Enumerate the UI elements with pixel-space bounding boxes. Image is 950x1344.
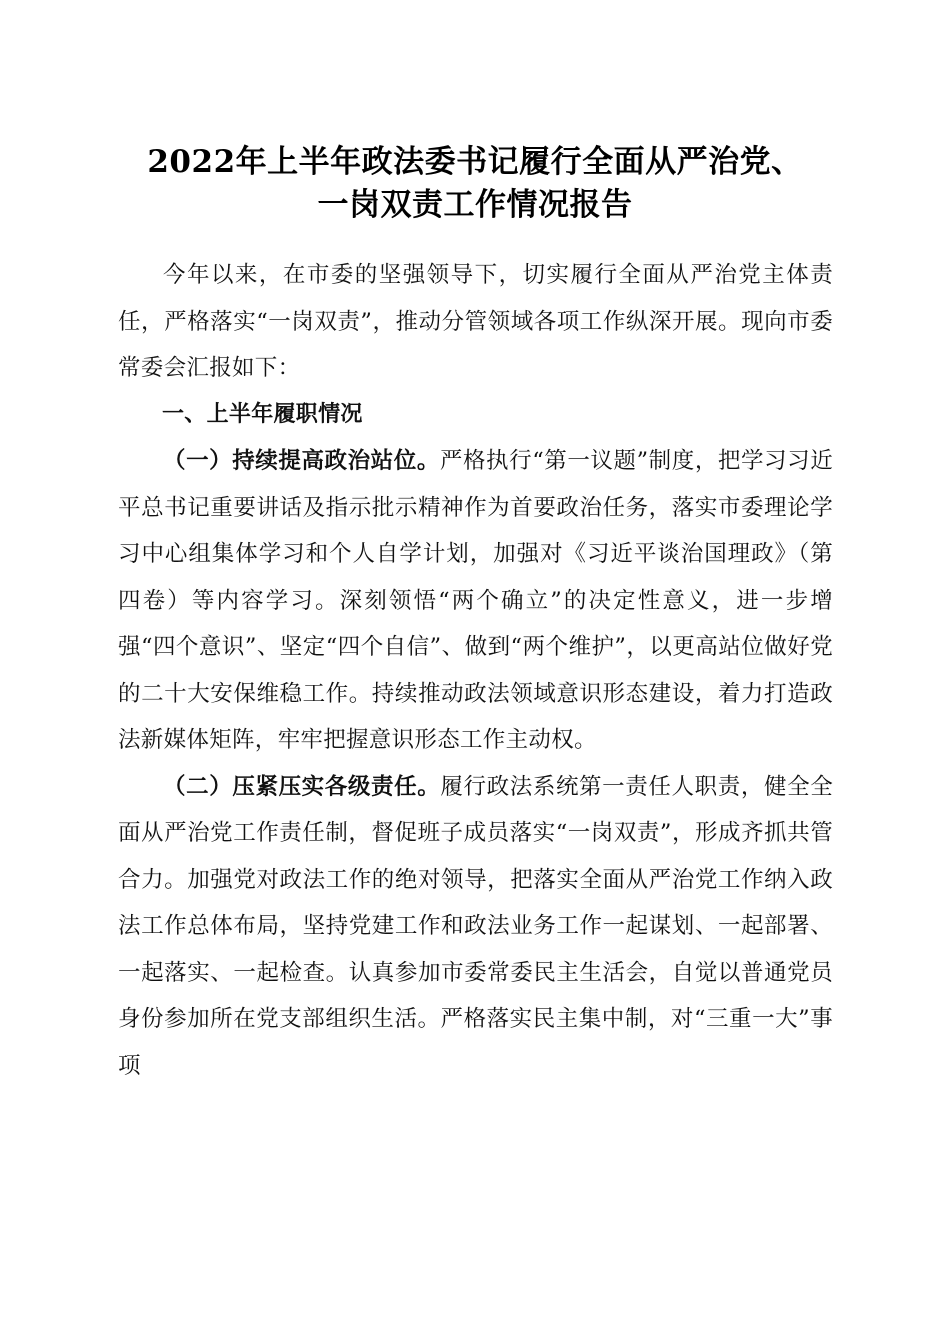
- item-1-text: 严格执行“第一议题”制度，把学习习近平总书记重要讲话及指示批示精神作为首要政治任务，落实市委理论学习中心组集体学习和个人自学计划，加强对《习近平谈治国理政》（第四卷）等内容学习。深刻领悟“两个确立”的决定性意义，进一步增强“四个意识”、坚定“四个自信”、做到“两个维护”，以更高站位做好党的二十大安保维稳工作。持续推动政法领域意识形态建设，着力打造政法新媒体矩阵，牢牢把握意识形态工作主动权。: [118, 448, 833, 753]
- item-2-text: 履行政法系统第一责任人职责，健全全面从严治党工作责任制，督促班子成员落实“一岗双责”，形成齐抓共管合力。加强党对政法工作的绝对领导，把落实全面从严治党工作纳入政法工作总体布局，坚持党建工作和政法业务工作一起谋划、一起部署、一起落实、一起检查。认真参加市委常委民主生活会，自觉以普通党员身份参加所在党支部组织生活。严格落实民主集中制，对“三重一大”事项: [118, 773, 833, 1079]
- document-body: [118, 252, 833, 1089]
- paragraph-item-2: [118, 764, 833, 1090]
- paragraph-item-1: [118, 438, 833, 764]
- item-2-lead: （二）压紧压实各级责任。: [163, 773, 441, 800]
- document-title-line-1: 2022年上半年政法委书记履行全面从严治党、: [147, 144, 803, 180]
- section-heading: 一、上半年履职情况: [162, 401, 363, 427]
- item-1-lead: （一）持续提高政治站位。: [163, 448, 440, 474]
- document-title-line-2: 一岗双责工作情况报告: [317, 187, 633, 223]
- intro-paragraph: 今年以来，在市委的坚强领导下，切实履行全面从严治党主体责任，严格落实“一岗双责”，推动分管领域各项工作纵深开展。现向市委常委会汇报如下：: [118, 262, 833, 381]
